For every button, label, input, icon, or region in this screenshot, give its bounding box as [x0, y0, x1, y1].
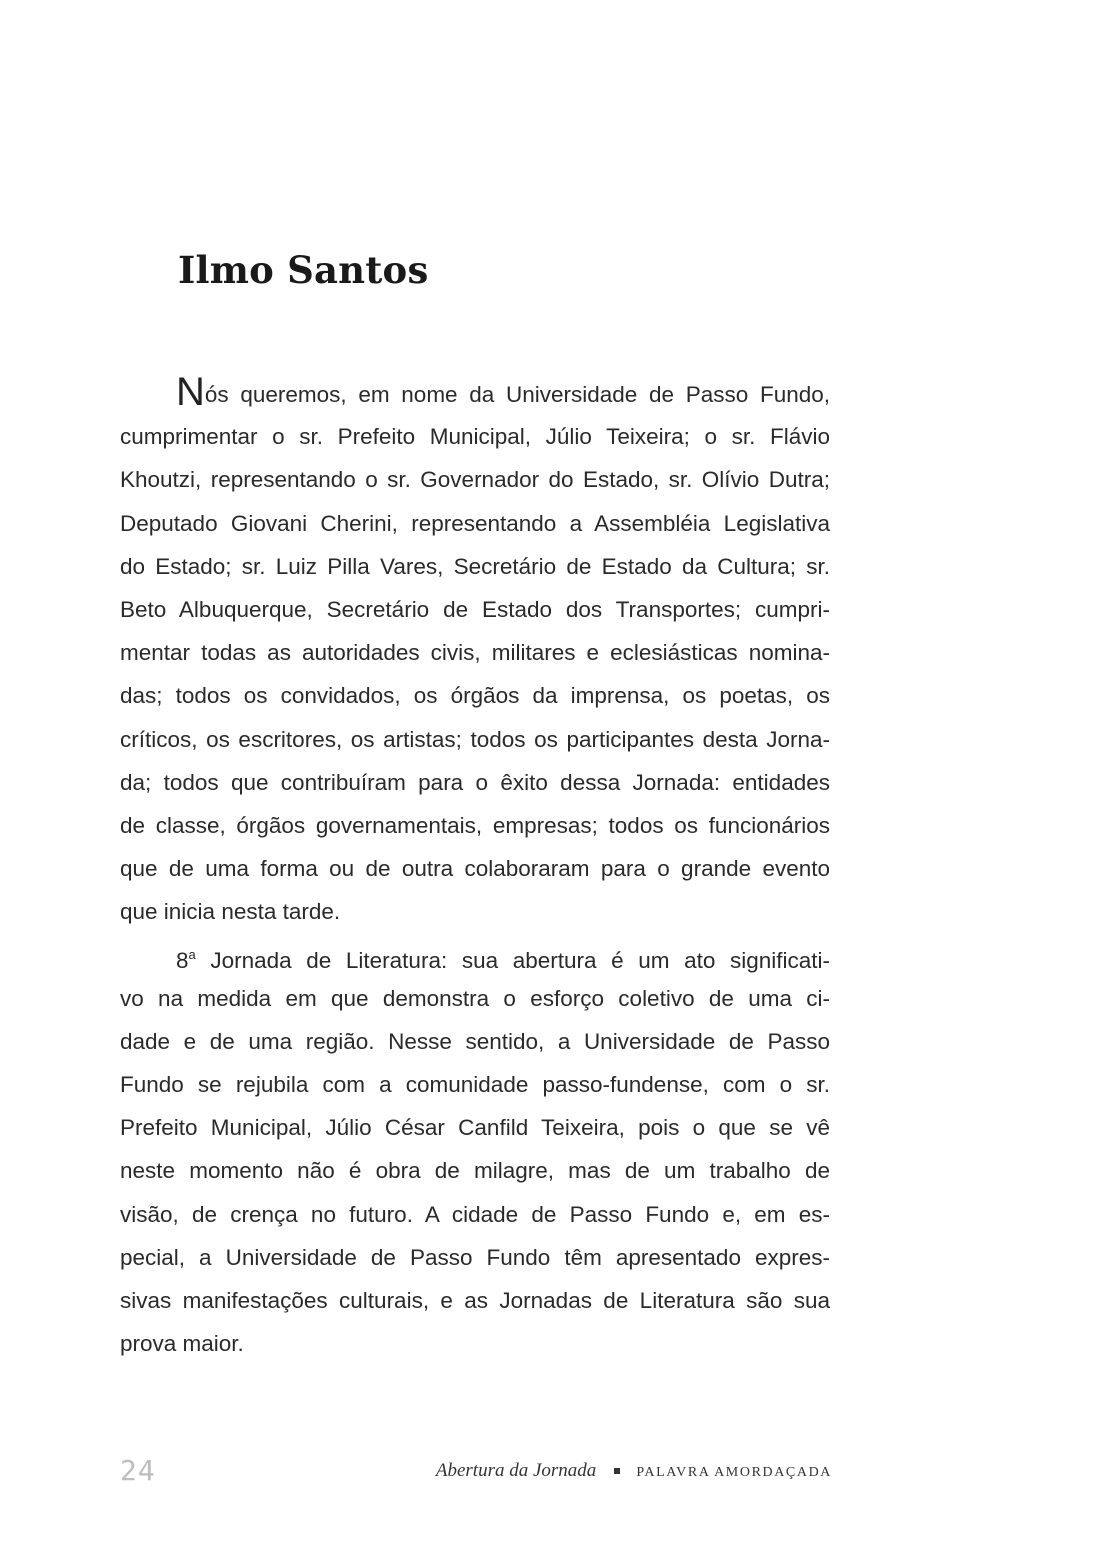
text-line: de classe, órgãos governamentais, empresas; todos os funcionários — [120, 812, 830, 838]
page-title: Ilmo Santos — [178, 248, 429, 292]
text-line: prova maior. — [120, 1331, 244, 1357]
text-line: das; todos os convidados, os órgãos da imprensa, os poetas, os — [120, 683, 830, 709]
text-line: visão, de crença no futuro. A cidade de Passo Fundo e, em es- — [120, 1201, 830, 1227]
body-text — [120, 372, 830, 1365]
text-line: pecial, a Universidade de Passo Fundo têm apresentado expres- — [120, 1244, 830, 1270]
page-number: 24 — [120, 1454, 156, 1487]
paragraph-1 — [120, 372, 830, 933]
paragraph-2 — [120, 933, 830, 1365]
text-line: da; todos que contribuíram para o êxito dessa Jornada: entidades — [120, 769, 830, 795]
text-line: cumprimentar o sr. Prefeito Municipal, Júlio Teixeira; o sr. Flávio — [120, 424, 830, 450]
running-book-title: PALAVRA AMORDAÇADA — [636, 1465, 832, 1480]
text-line: mentar todas as autoridades civis, militares e eclesiásticas nomina- — [120, 640, 830, 666]
text-line: que inicia nesta tarde. — [120, 899, 341, 925]
running-head — [436, 1460, 832, 1482]
text-line: sivas manifestações culturais, e as Jornadas de Literatura são sua — [120, 1287, 830, 1313]
text-line: que de uma forma ou de outra colaboraram para o grande evento — [120, 856, 830, 882]
text-line: do Estado; sr. Luiz Pilla Vares, Secretário de Estado da Cultura; sr. — [120, 553, 830, 579]
text-line: Prefeito Municipal, Júlio César Canfild Teixeira, pois o que se vê — [120, 1115, 830, 1141]
text-line: Deputado Giovani Cherini, representando a Assembléia Legislativa — [120, 510, 830, 536]
text-line: Fundo se rejubila com a comunidade passo-fundense, com o sr. — [120, 1072, 830, 1097]
text-line: Nós queremos, em nome da Universidade de Passo Fundo, — [176, 370, 830, 414]
drop-cap: N — [176, 370, 205, 414]
text-line: vo na medida em que demonstra o esforço coletivo de uma ci- — [120, 985, 830, 1011]
text-line: Beto Albuquerque, Secretário de Estado dos Transportes; cumpri- — [120, 596, 830, 622]
running-section-title: Abertura da Jornada — [435, 1460, 597, 1481]
page-footer — [120, 1454, 832, 1488]
ordinal-suffix: a — [188, 947, 196, 963]
ordinal-number: 8 — [176, 948, 189, 974]
text-line: neste momento não é obra de milagre, mas de um trabalho de — [120, 1158, 830, 1184]
bullet-separator — [614, 1468, 620, 1474]
text-line: dade e de uma região. Nesse sentido, a Universidade de Passo — [120, 1028, 830, 1054]
text-line: 8$^a$ Jornada de Literatura: sua abertura é um ato significati- — [176, 947, 830, 974]
text-line: Khoutzi, representando o sr. Governador do Estado, sr. Olívio Dutra; — [120, 467, 830, 493]
text-line: críticos, os escritores, os artistas; todos os participantes desta Jorna- — [120, 726, 830, 752]
